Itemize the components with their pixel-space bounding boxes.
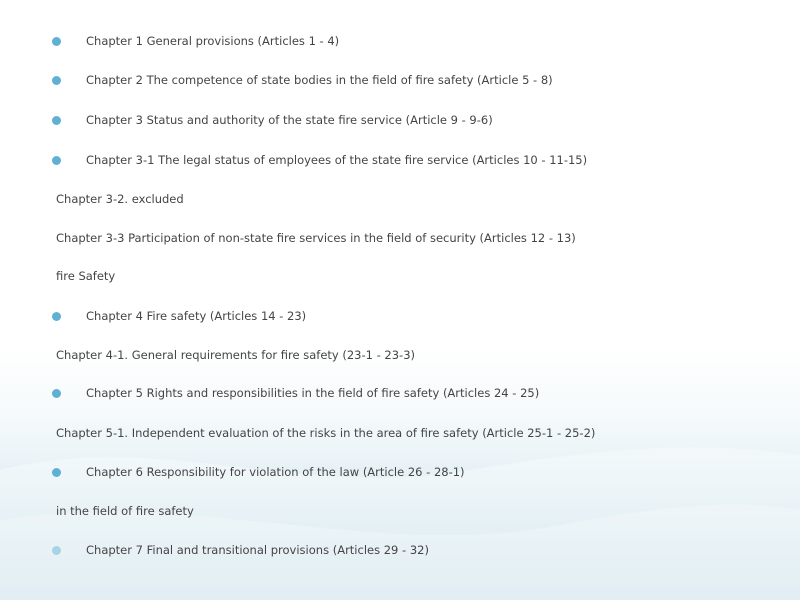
chapter-text-line: in the field of fire safety <box>56 504 194 518</box>
bullet-dot-icon <box>52 312 61 321</box>
bullet-dot-icon <box>52 156 61 165</box>
chapter-text-line: Chapter 3-3 Participation of non-state fire services in the field of security (Articles 12 - 13) <box>56 231 576 245</box>
bullet-dot-icon <box>52 116 61 125</box>
chapter-bullet-item: Chapter 7 Final and transitional provisions (Articles 29 - 32) <box>86 543 429 557</box>
bullet-dot-icon <box>52 76 61 85</box>
bullet-dot-icon <box>52 389 61 398</box>
chapter-bullet-item: Chapter 2 The competence of state bodies in the field of fire safety (Article 5 - 8) <box>86 73 553 87</box>
chapter-text-line: fire Safety <box>56 269 116 283</box>
chapter-bullet-item: Chapter 5 Rights and responsibilities in the field of fire safety (Articles 24 - 25) <box>86 386 540 400</box>
chapter-text-line: Chapter 4-1. General requirements for fire safety (23-1 - 23-3) <box>56 348 415 362</box>
chapter-bullet-item: Chapter 3-1 The legal status of employees of the state fire service (Articles 10 - 11-15) <box>86 153 588 167</box>
chapter-bullet-item: Chapter 6 Responsibility for violation of the law (Article 26 - 28-1) <box>86 465 465 479</box>
bullet-dot-icon <box>52 468 61 477</box>
bullet-dot-icon <box>52 546 61 555</box>
bullet-dot-icon <box>52 37 61 46</box>
chapter-text-line: Chapter 5-1. Independent evaluation of the risks in the area of fire safety (Article 25-1 - 25-2) <box>56 426 596 440</box>
chapter-bullet-item: Chapter 4 Fire safety (Articles 14 - 23) <box>86 309 307 323</box>
chapter-bullet-item: Chapter 3 Status and authority of the state fire service (Article 9 - 9-6) <box>86 113 493 127</box>
chapter-bullet-item: Chapter 1 General provisions (Articles 1 - 4) <box>86 34 340 48</box>
chapter-text-line: Chapter 3-2. excluded <box>56 192 184 206</box>
